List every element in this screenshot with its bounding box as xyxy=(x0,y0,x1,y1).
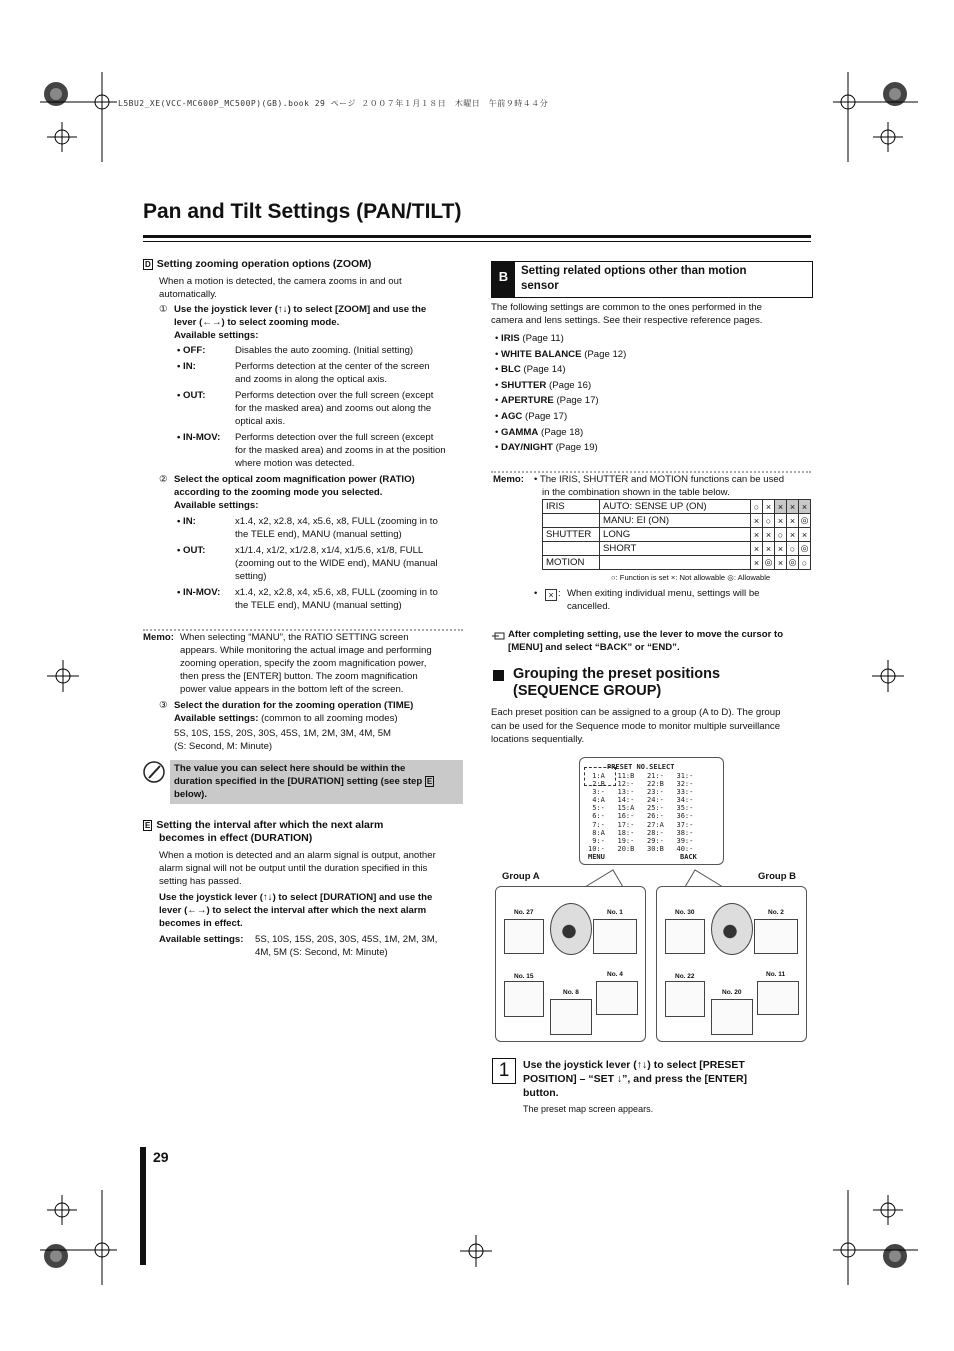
reference-item: • BLC (Page 14) xyxy=(495,364,566,376)
step3-number: ③ xyxy=(159,700,168,711)
section-square-icon xyxy=(493,670,504,681)
section-e-heading: E Setting the interval after which the next alarm becomes in effect (DURATION) xyxy=(145,819,384,844)
section-e-avail-values: 5S, 10S, 15S, 20S, 30S, 45S, 1M, 2M, 3M, 4M, 5M (S: Second, M: Minute) xyxy=(255,934,438,958)
sequence-group-intro: Each preset position can be assigned to a group (A to D). The group can be used for the Sequence mode to monitor multiple surveillance locations sequentially. xyxy=(491,707,781,745)
registration-mark-mid-right xyxy=(870,660,910,700)
section-e-letter: E xyxy=(145,821,151,830)
table-row: IRIS AUTO: SENSE UP (ON) ○ × × × × xyxy=(543,500,811,514)
section-d-heading: D Setting zooming operation options (ZOOM) xyxy=(145,258,372,270)
group-b-label: Group B xyxy=(758,871,796,882)
title-rule-thick xyxy=(143,235,811,238)
section-b-letter: B xyxy=(492,262,515,297)
screen-menu: MENU xyxy=(588,853,605,861)
scene-8 xyxy=(550,999,592,1035)
screen-row: 1:A 11:B 21:- 31:- xyxy=(588,772,694,780)
registration-mark-top-right xyxy=(818,72,928,172)
note-step-ref: E xyxy=(426,777,433,786)
scene-30 xyxy=(665,919,705,954)
screen-row: 9:- 19:- 29:- 39:- xyxy=(588,836,694,845)
note-text: The value you can select here should be within the duration specified in the [DURATION] setting (see step E below). xyxy=(174,763,433,800)
memo-label-right: Memo: xyxy=(493,474,524,485)
setting-description: x1/1.4, x1/2, x1/2.8, x1/4, x1/5.6, x1/8, FULL (zooming out to the WIDE end), MANU (manual setting) xyxy=(235,545,438,582)
group-a-panel: No. 27 No. 1 No. 15 No. 4 No. 8 xyxy=(495,886,646,1042)
reference-item: • IRIS (Page 11) xyxy=(495,333,564,344)
reference-item: • DAY/NIGHT (Page 19) xyxy=(495,442,598,454)
registration-mark-bottom-left xyxy=(40,1190,140,1290)
section-b-header xyxy=(491,261,813,298)
step-1-number: 1 xyxy=(492,1058,516,1084)
step2-text: Select the optical zoom magnification power (RATIO) according to the zooming mode you selected. Available settings: xyxy=(174,474,415,511)
reference-item: • WHITE BALANCE (Page 12) xyxy=(495,348,627,360)
screen-row: 5:- 15:A 25:- 35:- xyxy=(588,804,694,813)
setting-label: • IN: xyxy=(177,361,196,372)
registration-mark-mid-left xyxy=(45,660,85,700)
setting-label: • IN: xyxy=(177,516,196,527)
group-a-label: Group A xyxy=(502,871,540,882)
section-d-letter: D xyxy=(145,260,151,269)
table-row: MOTION × ◎ × ◎ ○ xyxy=(543,556,811,570)
section-d-intro: When a motion is detected, the camera zooms in and out automatically. xyxy=(159,276,402,300)
screen-rows xyxy=(588,772,693,853)
page-number: 29 xyxy=(153,1149,169,1165)
section-e-avail-label: Available settings: xyxy=(159,934,244,945)
scene-11 xyxy=(757,981,799,1015)
reference-list xyxy=(495,331,795,456)
reference-item: • AGC (Page 17) xyxy=(495,410,568,422)
setting-description: x1.4, x2, x2.8, x4, x5.6, x8, FULL (zooming in to the TELE end), MANU (manual setting) xyxy=(235,587,438,611)
title-rule-thin xyxy=(143,241,811,242)
page-title: Pan and Tilt Settings (PAN/TILT) xyxy=(143,200,462,223)
table-row: SHUTTER LONG × × ○ × × xyxy=(543,528,811,542)
function-combination-table xyxy=(542,499,811,570)
step2-number: ② xyxy=(159,474,168,485)
bullet-dot: • xyxy=(534,588,538,599)
scene-22 xyxy=(665,981,705,1017)
scene-15 xyxy=(504,981,544,1017)
setting-description: x1.4, x2, x2.8, x4, x5.6, x8, FULL (zooming in to the TELE end), MANU (manual setting) xyxy=(235,516,438,540)
step1-text: Use the joystick lever (↑↓) to select [ZOOM] and use the lever (←→) to select zooming mode. Available settings: xyxy=(174,304,427,341)
reference-item: • SHUTTER (Page 16) xyxy=(495,379,592,391)
bullet-colon: : xyxy=(558,588,561,599)
scene-27 xyxy=(504,919,544,954)
setting-description: Performs detection over the full screen (except for the masked area) and zooms out along the optical axis. xyxy=(235,390,434,427)
group-b-panel: No. 30 No. 2 No. 22 No. 11 No. 20 xyxy=(656,886,807,1042)
step-1-text: Use the joystick lever (↑↓) to select [PRESET POSITION] – “SET ↓”, and press the [ENTER] button. xyxy=(523,1059,748,1099)
registration-mark-bottom-center xyxy=(458,1235,498,1275)
screen-row: 10:- 20:B 30:B 40:- xyxy=(588,844,694,853)
screen-row: 2:B 12:- 22:B 32:- xyxy=(588,780,694,789)
section-b-intro: The following settings are common to the ones performed in the camera and lens settings. See their respective reference pages. xyxy=(491,302,763,326)
reference-item: • APERTURE (Page 17) xyxy=(495,395,599,407)
sequence-group-heading: Grouping the preset positions (SEQUENCE GROUP) xyxy=(513,666,721,699)
after-setting-text: After completing setting, use the lever to move the cursor to [MENU] and select “BACK” or “END”. xyxy=(508,629,784,653)
dome-camera-icon xyxy=(711,903,753,955)
screen-row: 3:- 13:- 23:- 33:- xyxy=(588,788,694,797)
page-edge-bar xyxy=(140,1147,146,1265)
step-1-result: The preset map screen appears. xyxy=(523,1104,654,1114)
setting-description: Performs detection over the full screen (except for the masked area) and zooms in at the position where motion was detected. xyxy=(235,432,446,469)
section-b-heading: Setting related options other than motion sensor xyxy=(521,265,747,292)
memo-text: When selecting “MANU”, the RATIO SETTING screen appears. While monitoring the actual image and performing zooming operation, specify the zoom magnification power, then press the [ENTER] button. The zoom magnification power value appears in the bottom left of the screen. xyxy=(180,632,432,695)
screen-row: 4:A 14:- 24:- 34:- xyxy=(588,796,694,805)
dome-camera-icon xyxy=(550,903,592,955)
section-e-step: Use the joystick lever (↑↓) to select [DURATION] and use the lever (←→) to select the interval after which the next alarm becomes in effect. xyxy=(159,892,433,929)
setting-description: Performs detection at the center of the screen and zooms in along the optical axis. xyxy=(235,361,430,385)
table-row: SHORT × × × ○ ◎ xyxy=(543,542,811,556)
screen-back: BACK xyxy=(680,853,697,861)
setting-label: • OUT: xyxy=(177,545,206,556)
registration-mark-bottom-right xyxy=(818,1190,928,1290)
memo-label: Memo: xyxy=(143,632,174,643)
reference-item: • GAMMA (Page 18) xyxy=(495,426,584,438)
scene-2 xyxy=(754,919,798,954)
setting-label: • IN-MOV: xyxy=(177,587,221,598)
screen-row: 6:- 16:- 26:- 36:- xyxy=(588,812,694,821)
scene-4 xyxy=(596,981,638,1015)
print-header: L5BU2_XE(VCC-MC600P_MC500P)(GB).book 29 ページ ２００７年１月１８日 木曜日 午前９時４４分 xyxy=(118,99,549,108)
registration-mark-top-left xyxy=(40,72,140,172)
step3-text: Select the duration for the zooming operation (TIME) Available settings: (common to all zooming modes) 5S, 10S, 15S, 20S, 30S, 45S, 1M, 2M, 3M, 4M, 5M (S: Second, M: Minute) xyxy=(174,700,414,752)
bullet-text: When exiting individual menu, settings will be cancelled. xyxy=(567,588,760,612)
section-e-intro: When a motion is detected and an alarm signal is output, another alarm signal will not be output until the duration specified in this setting has passed. xyxy=(159,850,436,887)
setting-description: Disables the auto zooming. (Initial setting) xyxy=(235,345,414,356)
preset-select-screen xyxy=(579,757,724,865)
setting-label: • OUT: xyxy=(177,390,206,401)
setting-label: • IN-MOV: xyxy=(177,432,221,443)
disabled-box-icon: × xyxy=(545,589,557,601)
pointing-hand-icon xyxy=(491,631,505,641)
table-row: MANU: EI (ON) × ○ × × ◎ xyxy=(543,514,811,528)
scene-1 xyxy=(593,919,637,954)
screen-row: 8:A 18:- 28:- 38:- xyxy=(588,828,694,837)
pencil-note-icon xyxy=(143,761,167,785)
screen-row: 7:- 17:- 27:A 37:- xyxy=(588,820,694,829)
scene-20 xyxy=(711,999,753,1035)
step1-number: ① xyxy=(159,304,168,315)
setting-label: • OFF: xyxy=(177,345,206,356)
screen-title: PRESET NO.SELECT xyxy=(607,763,675,771)
table-legend: ○: Function is set ×: Not allowable ◎: Allowable xyxy=(611,573,771,582)
memo-text-right: • The IRIS, SHUTTER and MOTION functions can be used in the combination shown in the table below. xyxy=(534,474,785,498)
